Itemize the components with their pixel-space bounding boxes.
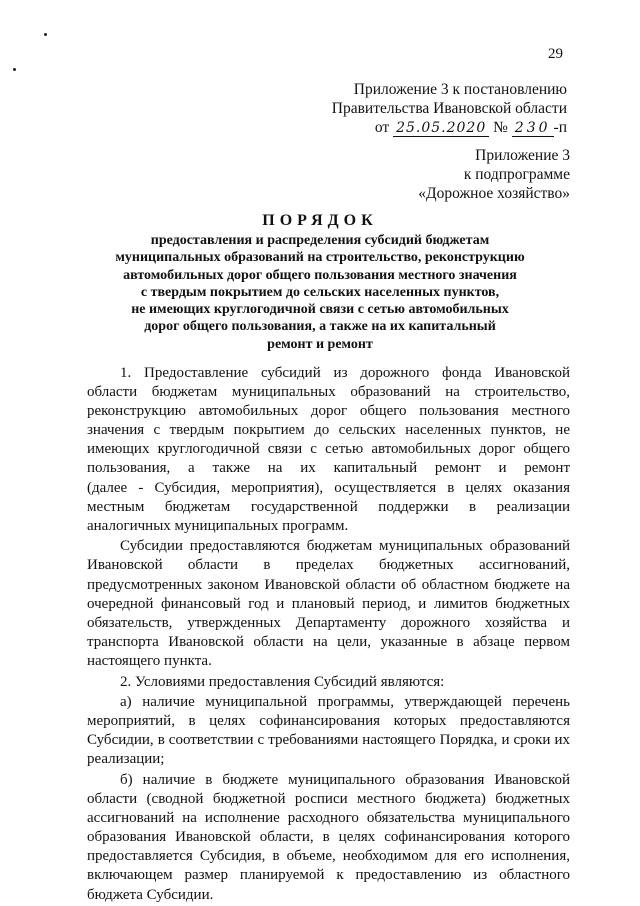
paragraph-line: а) наличие муниципальной программы, утверждающей перечень — [120, 694, 570, 711]
paragraph-line: реализации; — [87, 751, 165, 768]
paragraph-line: мероприятий, в целях софинансирования которых предоставляются — [87, 713, 570, 730]
annex-subprogram-line2: к подпрограмме — [463, 166, 570, 183]
annex-decree-line2: Правительства Ивановской области — [331, 100, 567, 117]
number-suffix: -п — [553, 119, 567, 136]
paragraph-line: значения с твердым покрытием до сельских населенных пунктов, не — [87, 422, 570, 439]
annex-decree-date-line — [307, 118, 567, 138]
paragraph-line: области бюджетам муниципальных образований на строительство, — [87, 384, 570, 401]
paragraph-line: образования Ивановской области, в целях софинансирования которого — [87, 829, 570, 846]
paragraph-line: б) наличие в бюджете муниципального образования Ивановской — [120, 771, 570, 788]
document-body — [87, 364, 570, 906]
scan-speck — [44, 33, 47, 36]
paragraph-line: предусмотренных законом Ивановской области об областном бюджете на — [87, 576, 570, 593]
paragraph-line: бюджета Субсидии. — [87, 886, 214, 903]
paragraph-line: реконструкцию автомобильных дорог общего пользования местного — [87, 403, 570, 420]
annex-decree-line1: Приложение 3 к постановлению — [353, 81, 567, 98]
annex-subprogram-line1: Приложение 3 — [475, 147, 570, 164]
paragraph-line: Субсидии предоставляются бюджетам муниципальных образований — [120, 538, 570, 555]
paragraph — [87, 364, 570, 536]
paragraph-line: транспорта Ивановской области на цели, указанные в абзаце первом — [87, 633, 570, 650]
document-title: ПОРЯДОК — [262, 212, 378, 229]
paragraph-line: настоящего пункта. — [87, 652, 212, 669]
subtitle-line: автомобильных дорог общего пользования местного значения — [123, 267, 517, 283]
paragraph-line: предоставляется Субсидия, в объеме, необходимом для его исполнения, — [87, 848, 570, 865]
paragraph-line: включающем размер планируемой к предоставлению из областного — [87, 867, 570, 884]
paragraph-line: пользования, а также на их капитальный ремонт и ремонт — [87, 460, 570, 477]
subtitle-line: не имеющих круглогодичной связи с сетью автомобильных — [131, 302, 509, 318]
paragraph — [87, 537, 570, 671]
annex-decree-block — [307, 80, 567, 138]
number-sign: № — [493, 119, 508, 136]
paragraph-line: местным бюджетам государственной поддержки в реализации — [87, 498, 570, 515]
paragraph-line: обязательств, утвержденных Департаменту дорожного хозяйства и — [87, 614, 570, 631]
paragraph-line: 1. Предоставление субсидий из дорожного фонда Ивановской — [120, 365, 570, 381]
annex-subprogram-line3: «Дорожное хозяйство» — [418, 185, 570, 202]
handwritten-number: 230 — [512, 120, 554, 137]
paragraph-line: (далее - Субсидия, мероприятия), осуществляется в целях оказания — [87, 479, 570, 496]
subtitle-line: ремонт и ремонт — [267, 336, 373, 352]
paragraph-line: 2. Условиями предоставления Субсидий являются: — [120, 673, 445, 690]
paragraph-line: области (сводной бюджетной росписи местного бюджета) бюджетных — [87, 791, 570, 808]
scan-speck — [13, 68, 16, 71]
document-subtitle — [100, 232, 540, 353]
paragraph — [87, 693, 570, 769]
paragraph-line: имеющих круглогодичной связи с сетью автомобильных дорог общего — [87, 441, 570, 458]
subtitle-line: муниципальных образований на строительство, реконструкцию — [115, 250, 525, 266]
subtitle-line: предоставления и распределения субсидий бюджетам — [150, 233, 490, 248]
paragraph-line: очередной финансовый год и плановый период, и лимитов бюджетных — [87, 595, 570, 612]
paragraph-line: Ивановской области в пределах бюджетных ассигнований, — [87, 557, 570, 574]
subtitle-line: с твердым покрытием до сельских населенных пунктов, — [140, 284, 500, 300]
paragraph-line: ассигнований на исполнение расходного обязательства муниципального — [87, 810, 570, 827]
paragraph-line: Субсидии, в соответствии с требованиями настоящего Порядка, и сроки их — [87, 732, 570, 749]
from-label: от — [374, 119, 390, 136]
page-number: 29 — [548, 46, 563, 62]
annex-subprogram-block — [330, 146, 570, 203]
paragraph — [87, 771, 570, 905]
paragraph — [87, 673, 570, 692]
subtitle-line: дорог общего пользования, а также на их капитальный — [144, 319, 496, 335]
handwritten-date: 25.05.2020 — [393, 120, 489, 137]
paragraph-line: аналогичных муниципальных программ. — [87, 517, 349, 534]
